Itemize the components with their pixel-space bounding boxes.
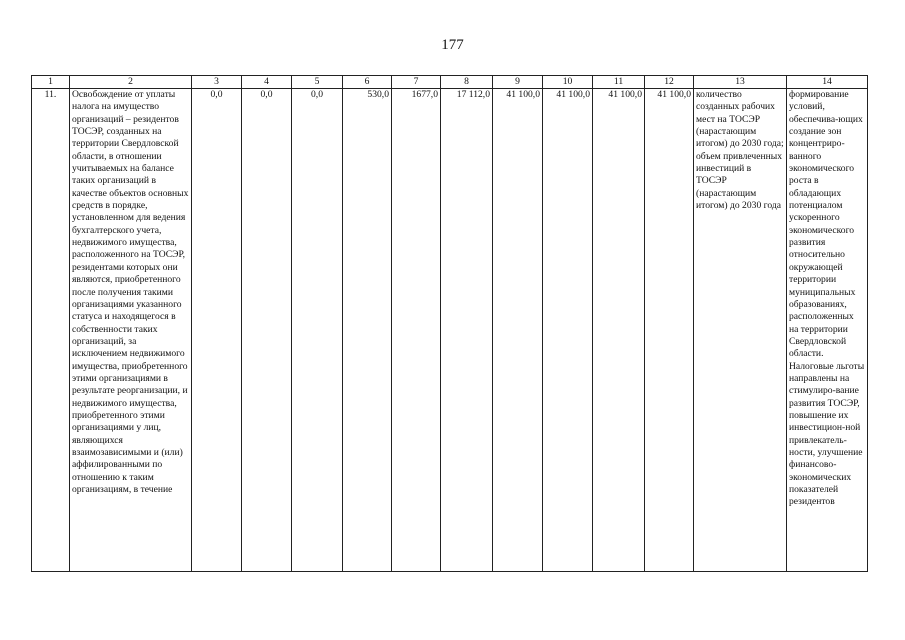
value-col-6: 530,0 [343,89,392,572]
goal-cell: формирование условий, обеспечива-ющих создание зон концентриро-ванного экономического роста в обладающих потенциалом ускоренного экономического развития относительно окружающей территории муниципальных образованиях, расположенных на территории Свердловской области. Налоговые льготы направлены на стимулиро-вание развития ТОСЭР, повышение их инвестицион-ной привлекатель-ности, улучшение финансово-экономических показателей резидентов [787,89,868,572]
column-header: 14 [787,76,868,89]
value-col-4: 0,0 [242,89,292,572]
column-header: 7 [392,76,441,89]
column-header: 6 [343,76,392,89]
column-header: 13 [694,76,787,89]
value-col-7: 1677,0 [392,89,441,572]
indicators-cell: количество созданных рабочих мест на ТОСЭР (нарастающим итогом) до 2030 года; объем привлеченных инвестиций в ТОСЭР (нарастающим итогом) до 2030 года [694,89,787,572]
column-header: 2 [70,76,192,89]
row-index: 11. [32,89,70,572]
column-header: 3 [192,76,242,89]
page-number: 177 [441,37,464,53]
benefit-description: Освобождение от уплаты налога на имущество организаций – резидентов ТОСЭР, созданных на территории Свердловской области, в отношении учитываемых на балансе таких организаций в качестве объектов основных средств в порядке, установленном для ведения бухгалтерского учета, недвижимого имущества, расположенного на ТОСЭР, резидентами которых они являются, приобретенного после получения такими организациями указанного статуса и находящегося в собственности таких организаций, за исключением недвижимого имущества, приобретенного этими организациями в результате реорганизации, и недвижимого имущества, приобретенного этими организациями у лиц, являющихся взаимозависимыми и (или) аффилированными по отношению к таким организациям, в течение [70,89,192,572]
column-header: 10 [543,76,593,89]
table-row [32,89,868,572]
column-header: 11 [593,76,645,89]
value-col-8: 17 112,0 [441,89,493,572]
column-header: 4 [242,76,292,89]
value-col-5: 0,0 [292,89,343,572]
column-number-row [32,76,868,89]
column-header: 12 [645,76,694,89]
column-header: 8 [441,76,493,89]
value-col-3: 0,0 [192,89,242,572]
value-col-11: 41 100,0 [593,89,645,572]
column-header: 5 [292,76,343,89]
value-col-9: 41 100,0 [493,89,543,572]
benefits-table [31,75,868,572]
column-header: 9 [493,76,543,89]
value-col-12: 41 100,0 [645,89,694,572]
column-header: 1 [32,76,70,89]
value-col-10: 41 100,0 [543,89,593,572]
